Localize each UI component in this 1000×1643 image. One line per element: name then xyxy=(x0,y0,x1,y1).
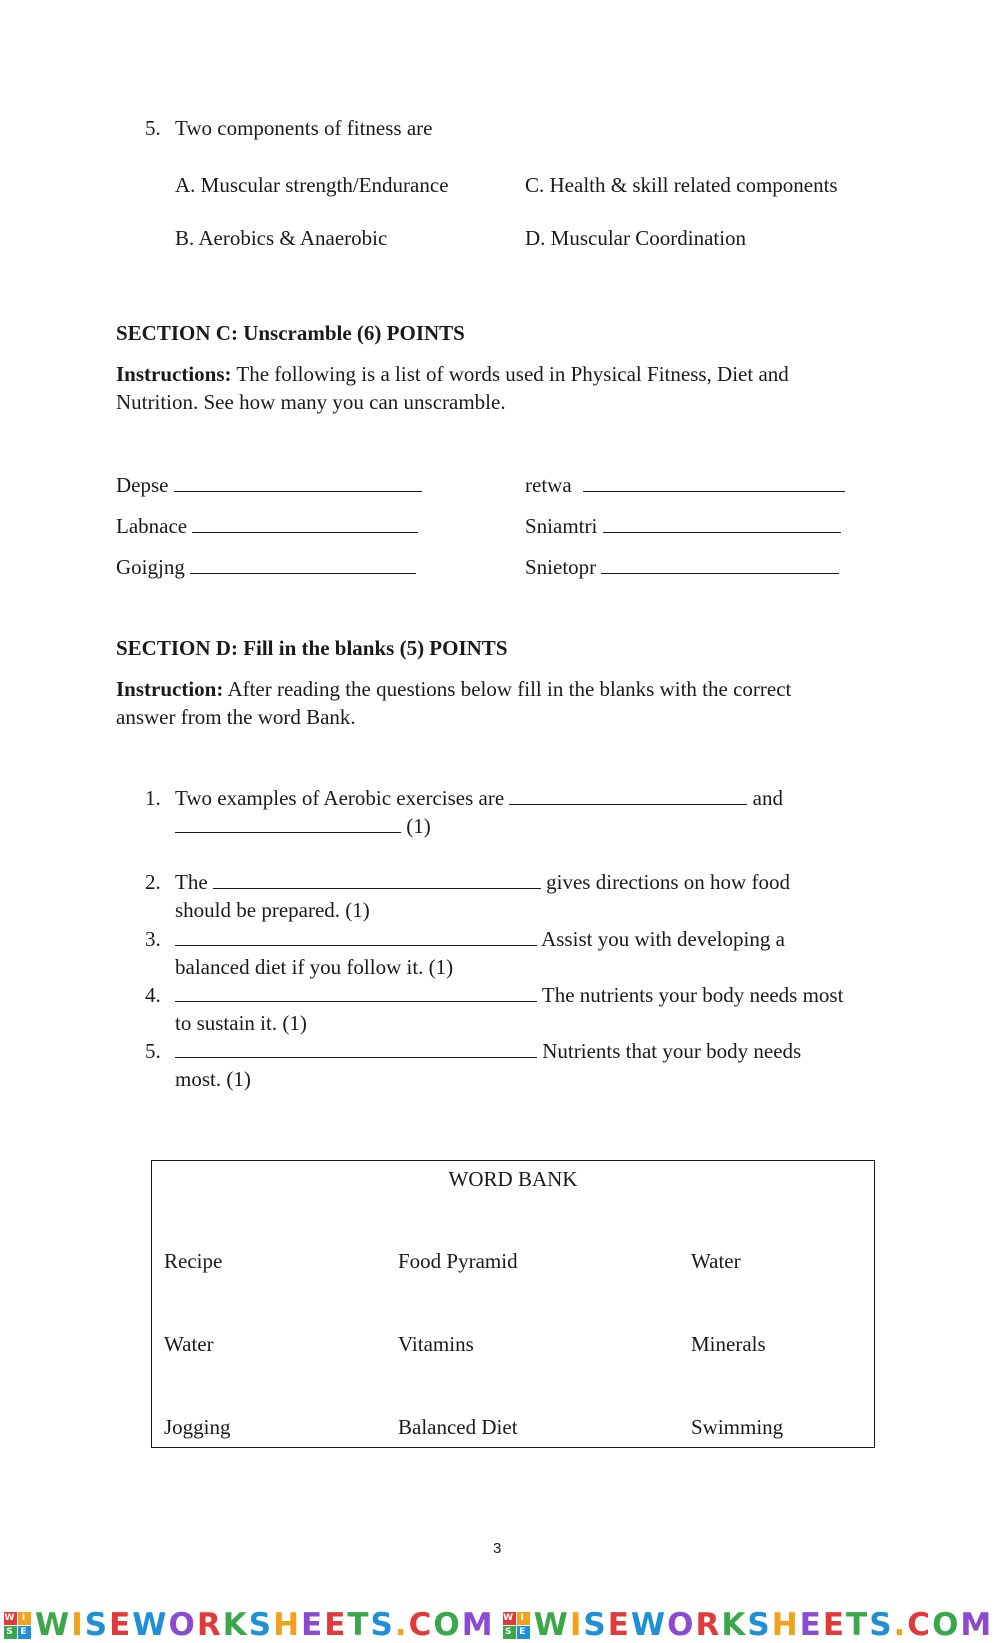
fill-question-5-number: 5. xyxy=(145,1039,161,1063)
scrambled-word: retwa xyxy=(525,473,572,497)
section-d-instructions xyxy=(116,675,856,731)
instructions-label: Instructions: xyxy=(116,362,232,386)
section-c-instructions xyxy=(116,360,856,416)
question-text: The xyxy=(175,870,208,894)
option-letter: B. xyxy=(175,226,195,250)
instructions-text: The following is a list of words used in Physical Fitness, Diet and Nutrition. See how many you can unscramble. xyxy=(116,362,789,414)
wisewords-logo-icon: W I S E xyxy=(503,1612,530,1639)
section-d-heading: SECTION D: Fill in the blanks (5) POINTS xyxy=(116,636,508,660)
fill-question-2-line2: should be prepared. (1) xyxy=(175,898,370,922)
answer-blank[interactable] xyxy=(175,927,537,946)
answer-blank[interactable] xyxy=(174,473,422,492)
fill-question-4-number: 4. xyxy=(145,983,161,1007)
fill-question-4-line2: to sustain it. (1) xyxy=(175,1011,307,1035)
scrambled-word: Sniamtri xyxy=(525,514,598,538)
answer-blank[interactable] xyxy=(175,1039,537,1058)
word-bank-item: Jogging xyxy=(164,1415,231,1439)
q5-option-b xyxy=(175,225,387,251)
q5-stem: Two components of fitness are xyxy=(175,116,433,140)
unscramble-item-6 xyxy=(525,554,839,580)
answer-blank[interactable] xyxy=(192,514,418,533)
fill-question-3-line2: balanced diet if you follow it. (1) xyxy=(175,955,454,979)
question-text: and xyxy=(752,786,783,810)
question-text: Assist you with developing a xyxy=(541,927,785,951)
fill-question-1-line2 xyxy=(175,813,431,839)
q5-number: 5. xyxy=(145,116,161,140)
question-text: Two examples of Aerobic exercises are xyxy=(175,786,505,810)
unscramble-item-4 xyxy=(525,513,841,539)
q5-option-d xyxy=(525,225,746,251)
word-bank-item: Minerals xyxy=(691,1332,766,1356)
option-letter: C. xyxy=(525,173,545,197)
question-text: The nutrients your body needs most xyxy=(541,983,844,1007)
word-bank-item: Balanced Diet xyxy=(398,1415,518,1439)
fill-question-2-line1 xyxy=(175,869,790,895)
word-bank-item: Water xyxy=(164,1332,214,1356)
scrambled-word: Goigjng xyxy=(116,555,185,579)
unscramble-item-5 xyxy=(116,554,416,580)
answer-blank[interactable] xyxy=(601,555,839,574)
q5-option-a xyxy=(175,172,449,198)
instruction-label: Instruction: xyxy=(116,677,224,701)
option-letter: A. xyxy=(175,173,196,197)
scrambled-word: Snietopr xyxy=(525,555,597,579)
fill-question-4-line1 xyxy=(175,982,843,1008)
word-bank-item: Vitamins xyxy=(398,1332,474,1356)
wisewords-logo-icon: W I S E xyxy=(4,1612,31,1639)
word-bank-box xyxy=(151,1160,875,1448)
word-bank-item: Food Pyramid xyxy=(398,1249,518,1273)
unscramble-item-3 xyxy=(116,513,418,539)
answer-blank[interactable] xyxy=(175,814,401,833)
option-text: Muscular Coordination xyxy=(550,226,747,250)
scrambled-word: Depse xyxy=(116,473,169,497)
section-c-heading: SECTION C: Unscramble (6) POINTS xyxy=(116,321,465,345)
option-text: Aerobics & Anaerobic xyxy=(198,226,388,250)
watermark-logo-text: W I S E WISEWORKSHEETS.COM xyxy=(503,1607,994,1643)
question-text: (1) xyxy=(406,814,431,838)
answer-blank[interactable] xyxy=(190,555,416,574)
option-letter: D. xyxy=(525,226,546,250)
unscramble-item-2 xyxy=(525,472,845,498)
answer-blank[interactable] xyxy=(175,983,537,1002)
watermark-footer xyxy=(0,1607,1000,1643)
question-text: gives directions on how food xyxy=(546,870,790,894)
unscramble-item-1 xyxy=(116,472,422,498)
fill-question-5-line2: most. (1) xyxy=(175,1067,251,1091)
answer-blank[interactable] xyxy=(213,870,541,889)
option-text: Muscular strength/Endurance xyxy=(200,173,449,197)
answer-blank[interactable] xyxy=(583,473,845,492)
option-text: Health & skill related components xyxy=(549,173,838,197)
word-bank-title: WORD BANK xyxy=(448,1167,578,1191)
question-text: Nutrients that your body needs xyxy=(542,1039,802,1063)
instruction-text: After reading the questions below fill in the blanks with the correct answer from the word Bank. xyxy=(116,677,792,729)
word-bank-item: Recipe xyxy=(164,1249,223,1273)
word-bank-item: Water xyxy=(691,1249,741,1273)
watermark-logo-text: W I S E WISEWORKSHEETS.COM xyxy=(4,1607,495,1643)
fill-question-1-number: 1. xyxy=(145,786,161,810)
fill-question-3-line1 xyxy=(175,926,785,952)
scrambled-word: Labnace xyxy=(116,514,188,538)
fill-question-1-line1 xyxy=(175,785,783,811)
fill-question-5-line1 xyxy=(175,1038,801,1064)
page-number: 3 xyxy=(493,1540,502,1557)
fill-question-2-number: 2. xyxy=(145,870,161,894)
q5-option-c xyxy=(525,172,838,198)
answer-blank[interactable] xyxy=(509,786,747,805)
fill-question-3-number: 3. xyxy=(145,927,161,951)
answer-blank[interactable] xyxy=(603,514,841,533)
word-bank-item: Swimming xyxy=(691,1415,784,1439)
